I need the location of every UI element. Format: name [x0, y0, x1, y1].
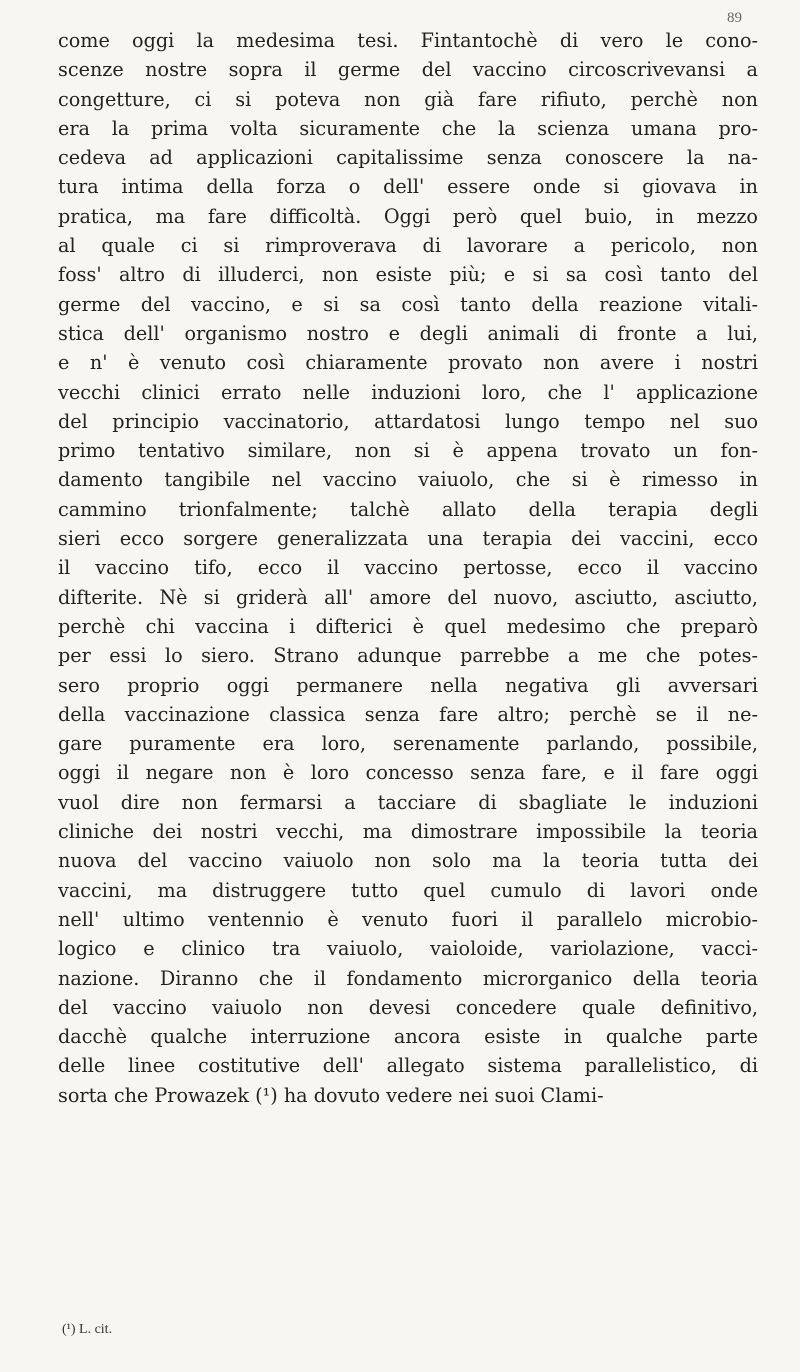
footnote: (¹) L. cit.	[62, 1322, 113, 1337]
text-line: logico e clinico tra vaiuolo, vaioloide, variolazione, vacci-	[58, 937, 758, 961]
text-line: cedeva ad applicazioni capitalissime senza conoscere la na-	[58, 146, 758, 170]
text-line: nell' ultimo ventennio è venuto fuori il parallelo microbio-	[58, 907, 758, 931]
text-line: era la prima volta sicuramente che la scienza umana pro-	[58, 116, 758, 140]
text-line: come oggi la medesima tesi. Fintantochè di vero le cono-	[58, 29, 758, 52]
text-line: cammino trionfalmente; talchè allato della terapia degli	[58, 497, 758, 521]
text-line: difterite. Nè si griderà all' amore del nuovo, asciutto, asciutto,	[58, 585, 758, 609]
text-line: sieri ecco sorgere generalizzata una terapia dei vaccini, ecco	[58, 527, 758, 551]
text-line: scenze nostre sopra il germe del vaccino circoscrivevansi a	[58, 58, 758, 82]
text-line: foss' altro di illuderci, non esiste più; e si sa così tanto del	[58, 263, 758, 287]
text-line: perchè chi vaccina i difterici è quel medesimo che preparò	[58, 614, 758, 638]
text-line: primo tentativo similare, non si è appena trovato un fon-	[58, 439, 758, 463]
text-line: e n' è venuto così chiaramente provato non avere i nostri	[58, 351, 758, 375]
text-line: nazione. Diranno che il fondamento microrganico della teoria	[58, 966, 758, 990]
text-line: damento tangibile nel vaccino vaiuolo, che si è rimesso in	[58, 468, 758, 492]
text-line: del vaccino vaiuolo non devesi concedere quale definitivo,	[58, 995, 758, 1019]
text-line: sero proprio oggi permanere nella negativa gli avversari	[58, 673, 758, 697]
text-line: tura intima della forza o dell' essere onde si giovava in	[58, 175, 758, 199]
text-line: congetture, ci si poteva non già fare rifiuto, perchè non	[58, 87, 758, 111]
text-line: vecchi clinici errato nelle induzioni loro, che l' applicazione	[58, 380, 758, 404]
text-line: della vaccinazione classica senza fare altro; perchè se il ne-	[58, 702, 758, 726]
text-line: al quale ci si rimproverava di lavorare a pericolo, non	[58, 234, 758, 258]
text-line: vaccini, ma distruggere tutto quel cumulo di lavori onde	[58, 878, 758, 902]
text-line: del principio vaccinatorio, attardatosi lungo tempo nel suo	[58, 409, 758, 433]
text-line: gare puramente era loro, serenamente parlando, possibile,	[58, 732, 758, 756]
text-line: sorta che Prowazek (¹) ha dovuto vedere nei suoi Clami-	[58, 1083, 604, 1107]
text-line: germe del vaccino, e si sa così tanto della reazione vitali-	[58, 292, 758, 316]
text-line: stica dell' organismo nostro e degli animali di fronte a lui,	[58, 321, 758, 345]
text-line: delle linee costitutive dell' allegato sistema parallelistico, di	[58, 1054, 758, 1078]
text-line: dacchè qualche interruzione ancora esiste in qualche parte	[58, 1025, 758, 1049]
page-number: 89	[727, 10, 742, 26]
text-line: vuol dire non fermarsi a tacciare di sbagliate le induzioni	[58, 790, 758, 814]
body-text	[58, 26, 758, 1110]
text-line: pratica, ma fare difficoltà. Oggi però quel buio, in mezzo	[58, 204, 758, 228]
text-line: oggi il negare non è loro concesso senza fare, e il fare oggi	[58, 761, 758, 785]
text-line: cliniche dei nostri vecchi, ma dimostrare impossibile la teoria	[58, 820, 758, 844]
text-line: il vaccino tifo, ecco il vaccino pertosse, ecco il vaccino	[58, 556, 758, 580]
text-line: per essi lo siero. Strano adunque parrebbe a me che potes-	[58, 644, 758, 668]
text-line: nuova del vaccino vaiuolo non solo ma la teoria tutta dei	[58, 849, 758, 873]
